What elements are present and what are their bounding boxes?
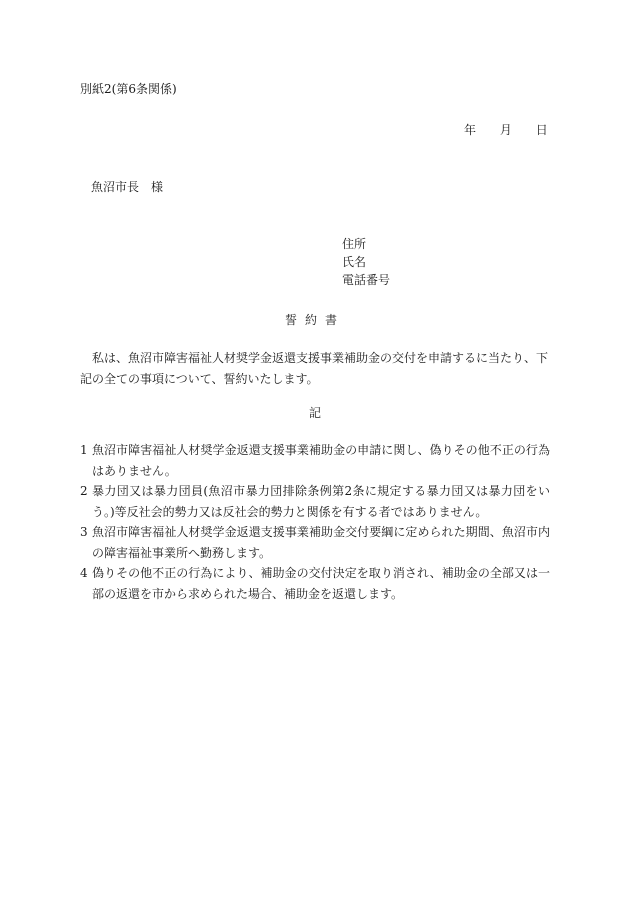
address-label: 住所 [342,237,367,251]
pledge-item-4 [80,563,550,604]
pledge-item-number: 2 [80,484,88,498]
pledge-item-text: 暴力団又は暴力団員(魚沼市暴力団排除条例第2条に規定する暴力団又は暴力団をいう。)等反社会的勢力又は反社会的勢力と関係を有する者ではありません。 [92,484,550,519]
pledge-item-number: 3 [80,525,88,539]
date-month-label: 月 [499,123,512,137]
pledge-item-number: 4 [80,566,88,580]
date-day-label: 日 [535,123,548,137]
addressee: 魚沼市長 様 [91,180,164,194]
document-title: 誓約書 [284,313,345,327]
name-label: 氏名 [342,255,367,269]
pledge-item-number: 1 [80,443,88,457]
annex-label: 別紙2(第6条関係) [80,82,177,96]
pledge-body: 私は、魚沼市障害福祉人材奨学金返還支援事業補助金の交付を申請するに当たり、下記の全ての事項について、誓約いたします。 [80,351,549,386]
ki-heading: 記 [308,406,321,420]
pledge-item-text: 魚沼市障害福祉人材奨学金返還支援事業補助金の申請に関し、偽りその他不正の行為はありません。 [92,443,550,478]
pledge-items-list [80,440,550,604]
date-year-label: 年 [464,123,477,137]
date-line [464,121,548,138]
phone-label: 電話番号 [342,273,391,287]
pledge-item-1 [80,440,550,481]
pledge-item-2 [80,481,550,522]
pledge-item-text: 魚沼市障害福祉人材奨学金返還支援事業補助金交付要綱に定められた期間、魚沼市内の障害福祉事業所へ勤務します。 [92,525,550,560]
pledge-item-text: 偽りその他不正の行為により、補助金の交付決定を取り消され、補助金の全部又は一部の返還を市から求められた場合、補助金を返還します。 [92,566,550,601]
pledge-item-3 [80,522,550,563]
